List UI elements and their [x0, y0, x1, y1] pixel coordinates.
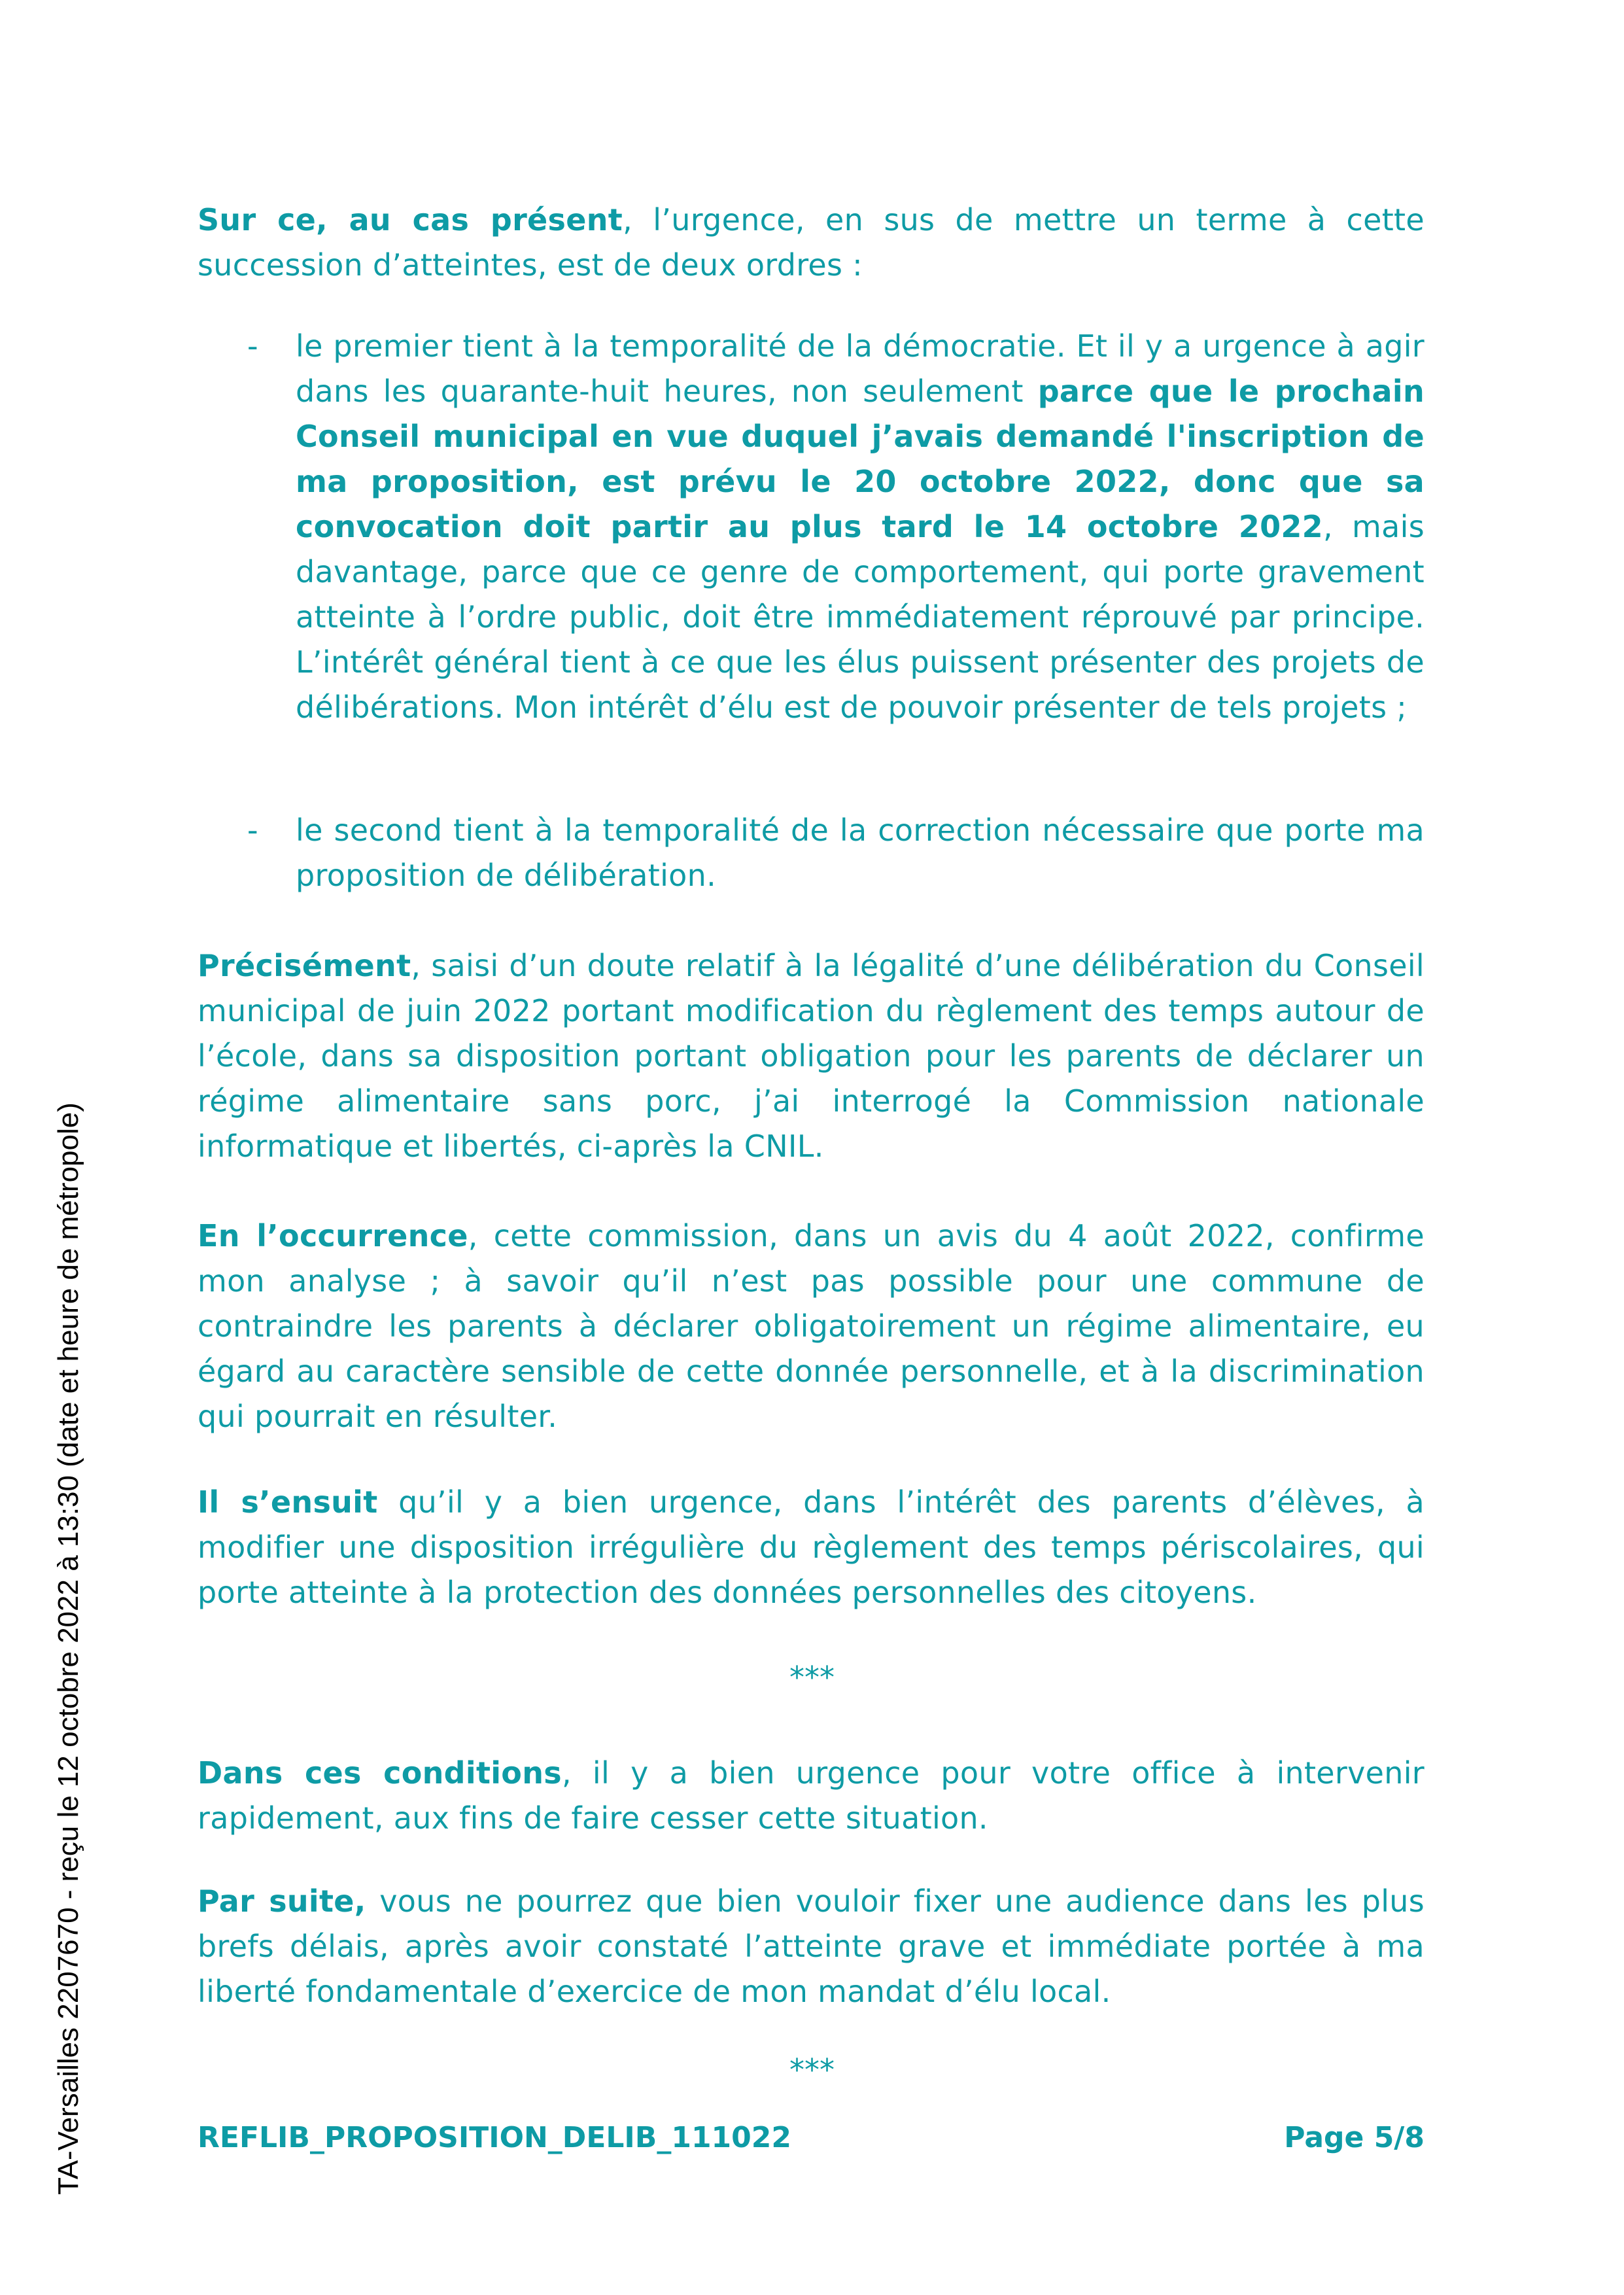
lead-phrase: Sur ce, au cas présent — [198, 202, 623, 237]
paragraph-par-suite — [198, 1879, 1425, 2014]
footer-page-number: Page 5/8 — [1284, 2121, 1425, 2154]
paragraph-occurrence — [198, 1214, 1425, 1439]
paragraph-text: , cette commission, dans un avis du 4 août 2022, confirme mon analyse ; à savoir qu’il n’est pas possible pour une commune de contraindre les parents à déclarer obligatoirement un régime alimentaire, eu égard au caractère sensible de cette donnée personnelle, et à la discrimination qui pourrait en résulter. — [198, 1218, 1425, 1434]
section-separator: *** — [789, 1660, 835, 1695]
paragraph-text: , l’urgence, en sus de mettre un terme à cette succession d’atteintes, est de deux ordres : — [198, 202, 1425, 283]
bullet-bold-text: parce que le prochain Conseil municipal en vue duquel j’avais demandé l'inscription de ma proposition, est prévu le 20 octobre 2022, donc que sa convocation doit partir au plus tard le 14 octobre 2022 — [296, 374, 1425, 544]
lead-phrase: En l’occurrence — [198, 1218, 468, 1253]
lead-phrase: Précisément — [198, 948, 411, 983]
reception-stamp: TA-Versailles 2207670 - reçu le 12 octobre 2022 à 13:30 (date et heure de métropole) — [52, 1102, 84, 2195]
paragraph-ensuit — [198, 1480, 1425, 1615]
section-separator: *** — [789, 2052, 835, 2088]
bullet-item-second: le second tient à la temporalité de la correction nécessaire que porte ma proposition de délibération. — [296, 813, 1425, 893]
paragraph-text: , il y a bien urgence pour votre office à intervenir rapidement, aux fins de faire cesser cette situation. — [198, 1755, 1425, 1836]
footer-doc-reference: REFLIB_PROPOSITION_DELIB_111022 — [198, 2121, 792, 2154]
bullet-dash: - — [247, 328, 258, 364]
paragraph-sur-ce — [198, 198, 1425, 288]
paragraph-conditions — [198, 1751, 1425, 1841]
lead-phrase: Par suite, — [198, 1883, 366, 1919]
bullet-text: , mais davantage, parce que ce genre de comportement, qui porte gravement atteinte à l’ordre public, doit être immédiatement réprouvé par principe. L’intérêt général tient à ce que les élus puissent présenter des projets de délibérations. Mon intérêt d’élu est de pouvoir présenter de tels projets ; — [296, 509, 1425, 725]
lead-phrase: Dans ces conditions — [198, 1755, 562, 1791]
bullet-dash: - — [247, 813, 258, 848]
bullet-item-premier — [296, 324, 1425, 730]
lead-phrase: Il s’ensuit — [198, 1484, 378, 1520]
bullet-text: le premier tient à la temporalité de la démocratie. Et il y a urgence à agir dans les quarante-huit heures, non seulement — [296, 328, 1425, 409]
paragraph-text: vous ne pourrez que bien vouloir fixer une audience dans les plus brefs délais, après avoir constaté l’atteinte grave et immédiate portée à ma liberté fondamentale d’exercice de mon mandat d’élu local. — [198, 1883, 1425, 2009]
paragraph-text: qu’il y a bien urgence, dans l’intérêt des parents d’élèves, à modifier une disposition irrégulière du règlement des temps périscolaires, qui porte atteinte à la protection des données personnelles des citoyens. — [198, 1484, 1425, 1610]
paragraph-precisement — [198, 943, 1425, 1169]
paragraph-text: , saisi d’un doute relatif à la légalité d’une délibération du Conseil municipal de juin 2022 portant modification du règlement des temps autour de l’école, dans sa disposition portant obligation pour les parents de déclarer un régime alimentaire sans porc, j’ai interrogé la Commission nationale informatique et libertés, ci-après la CNIL. — [198, 948, 1425, 1164]
